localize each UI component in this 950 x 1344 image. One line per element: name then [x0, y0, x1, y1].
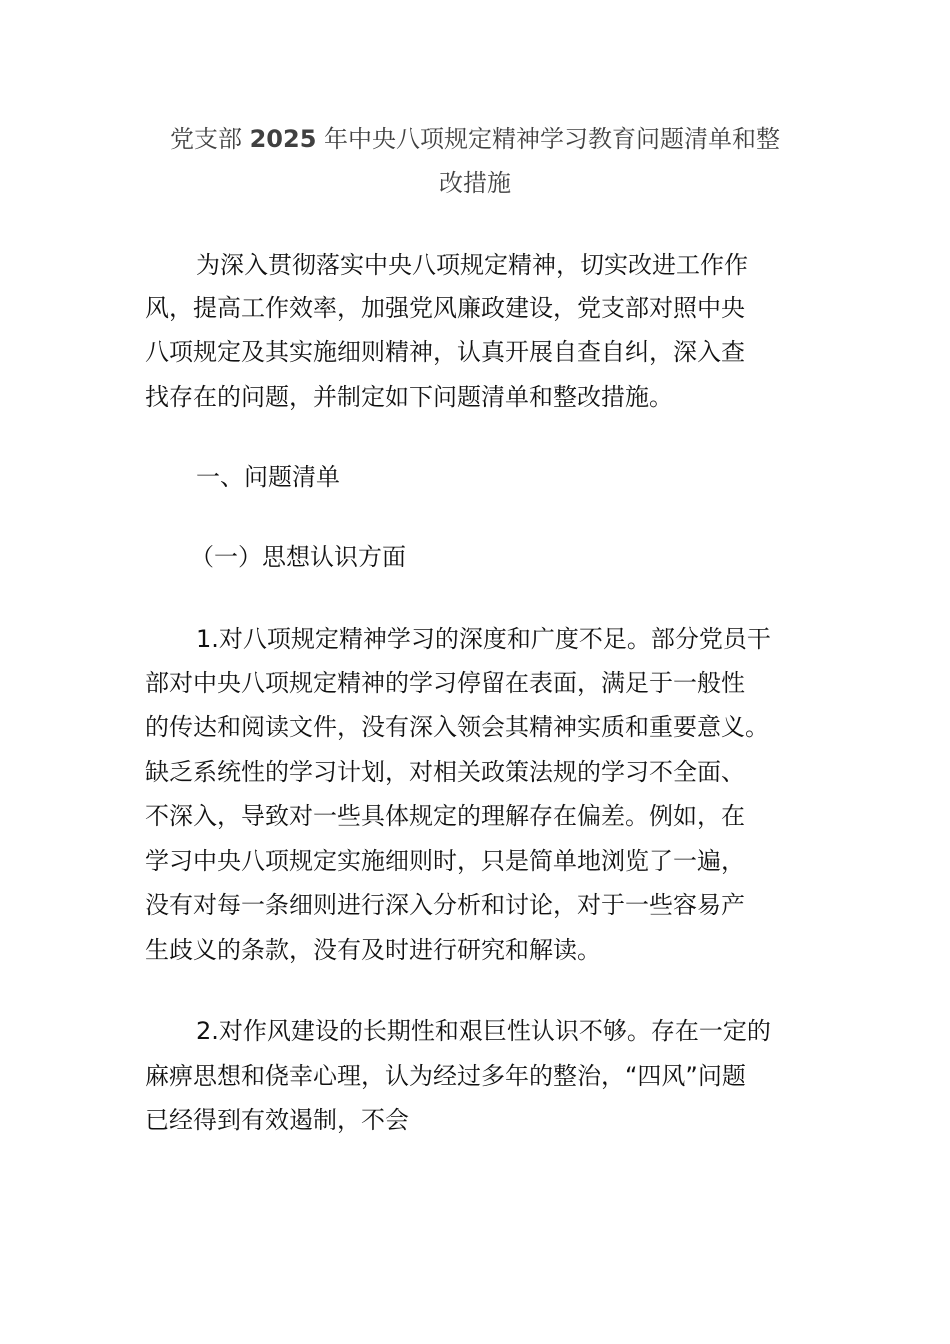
item1-line: 部对中央八项规定精神的学习停留在表面，满足于一般性 — [145, 669, 745, 697]
item1-line: 1.对八项规定精神学习的深度和广度不足。部分党员干 — [196, 625, 771, 653]
item1-line: 不深入，导致对一些具体规定的理解存在偏差。例如，在 — [145, 802, 745, 830]
title-suffix: 年中央八项规定精神学习教育问题清单和整 — [324, 125, 781, 153]
subsection-heading: （一）思想认识方面 — [190, 543, 406, 571]
intro-line: 找存在的问题，并制定如下问题清单和整改措施。 — [145, 383, 673, 411]
item2-line: 麻痹思想和侥幸心理，认为经过多年的整治，“四风”问题 — [145, 1062, 746, 1090]
item1-line: 的传达和阅读文件，没有深入领会其精神实质和重要意义。 — [145, 713, 769, 741]
item2-line: 已经得到有效遏制，不会 — [145, 1106, 409, 1134]
intro-line: 八项规定及其实施细则精神，认真开展自查自纠，深入查 — [145, 338, 745, 366]
item1-line: 生歧义的条款，没有及时进行研究和解读。 — [145, 936, 601, 964]
item1-line: 缺乏系统性的学习计划，对相关政策法规的学习不全面、 — [145, 758, 745, 786]
intro-line: 风，提高工作效率，加强党风廉政建设，党支部对照中央 — [145, 294, 745, 322]
title-prefix: 党支部 — [169, 125, 242, 153]
document-title-line1 — [0, 118, 950, 161]
item2-line: 2.对作风建设的长期性和艰巨性认识不够。存在一定的 — [196, 1017, 771, 1045]
item1-line: 没有对每一条细则进行深入分析和讨论，对于一些容易产 — [145, 891, 745, 919]
section-heading: 一、问题清单 — [196, 463, 340, 491]
intro-line: 为深入贯彻落实中央八项规定精神，切实改进工作作 — [196, 251, 748, 279]
item1-line: 学习中央八项规定实施细则时，只是简单地浏览了一遍， — [145, 847, 745, 875]
document-title-line2: 改措施 — [439, 169, 511, 197]
title-year: 2025 — [249, 125, 317, 153]
